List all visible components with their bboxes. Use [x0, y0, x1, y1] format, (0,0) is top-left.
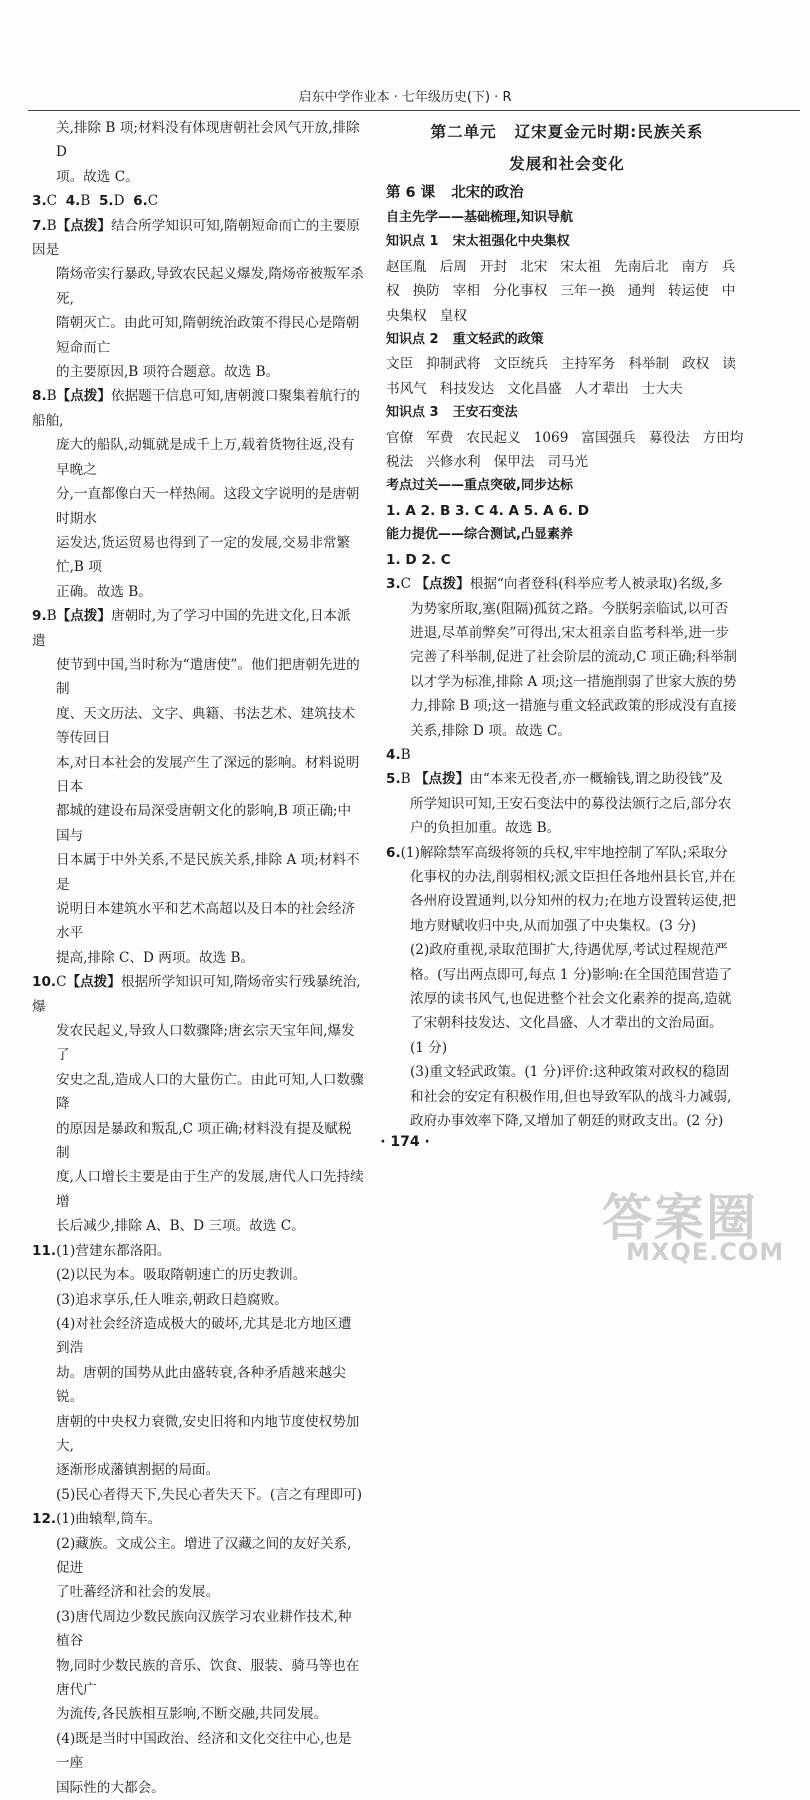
unit-title-line1: 辽宋夏金元时期:民族关系	[514, 123, 704, 141]
question-8	[32, 384, 364, 604]
term: 文化昌盛	[507, 380, 562, 397]
q5-answer: D	[113, 193, 125, 210]
rq3-line: 关系,排除 D 项。故选 C。	[410, 722, 571, 739]
question-7	[32, 214, 364, 385]
rq4-answer: B	[400, 746, 411, 763]
q11-part: 劫。唐朝的国势从此由盛转衰,各种矛盾越来越尖锐。	[56, 1364, 346, 1406]
term: 农民起义	[466, 429, 521, 446]
q10-line: 根据所学知识可知,隋炀帝实行残暴统治,爆	[32, 974, 361, 1015]
rq3-line: 进退,尽革前弊矣”可得出,宋太祖亲自监考科举,进一步	[410, 624, 729, 641]
unit-label: 第二单元	[430, 123, 497, 141]
q8-answer: B	[46, 388, 57, 405]
q11-part: 逐渐形成藩镇割据的局面。	[56, 1462, 220, 1479]
q12-part: 国际性的大都会。	[56, 1779, 165, 1796]
q9-line: 度、天文历法、文字、典籍、书法艺术、建筑技术等传回日	[56, 705, 356, 747]
continuation-line: 关,排除 B 项;材料没有体现唐朝社会风气开放,排除 D	[56, 120, 360, 161]
q12-part: 为流传,各民族相互影响,不断交融,共同发展。	[56, 1706, 328, 1723]
term: 司马光	[547, 454, 589, 471]
rq6-part: (1 分)	[410, 1039, 448, 1056]
q8-number: 8.	[32, 388, 47, 405]
rq3-number: 3.	[386, 576, 401, 593]
kp3-title: 王安石变法	[452, 405, 518, 421]
question-10	[32, 970, 364, 1238]
term: 募役法	[648, 429, 690, 446]
kp3-terms	[386, 426, 748, 475]
term: 富国强兵	[581, 429, 636, 446]
header-rule	[28, 110, 800, 111]
watermark-url: MXQE.COM	[626, 1238, 785, 1266]
rq3-line: 力,排除 B 项;这一措施与重文轻武政策的形成没有直接	[410, 698, 737, 715]
rq6-part: (2)政府重视,录取范围扩大,待遇优厚,考试过程规范严	[410, 942, 728, 959]
term: 兴修水利	[426, 454, 481, 471]
q8-line: 运发达,货运贸易也得到了一定的发展,交易非常繁忙,B 项	[56, 534, 351, 576]
term: 读书风气	[386, 356, 736, 397]
rq6-part: 了宋朝科技发达、文化昌盛、人才辈出的文治局面。	[410, 1015, 723, 1032]
q12-part: (4)既是当时中国政治、经济和文化交往中心,也是一座	[56, 1730, 352, 1772]
term: 官僚	[386, 429, 414, 446]
knowledge-point-3	[386, 401, 748, 425]
q7-answer: B	[46, 217, 57, 234]
q9-line: 使节到中国,当时称为“遣唐使”。他们把唐朝先进的制	[56, 656, 360, 698]
rq3-tip-label: 【点拨】	[415, 576, 470, 593]
term: 军费	[426, 429, 454, 446]
rq5-number: 5.	[386, 771, 401, 788]
rq6-part: (3)重文轻武政策。(1 分)评价:这种政策对政权的稳固	[410, 1064, 730, 1081]
term: 科举制	[628, 356, 670, 373]
watermark-text: 答案圈	[602, 1189, 758, 1247]
unit-title	[386, 116, 748, 180]
rq6-part: 格。(写出两点即可,每点 1 分)影响:在全国范围营造了	[410, 966, 733, 983]
term: 换防	[412, 283, 440, 300]
unit-title-line2: 发展和社会变化	[509, 155, 625, 173]
rq5-line: 户的负担加重。故选 B。	[410, 820, 561, 837]
page-number: · 174 ·	[380, 1134, 430, 1150]
q10-number: 10.	[32, 974, 57, 991]
rq6-part: 浓厚的读书风气,也促进整个社会文化素养的提高,造就	[410, 991, 732, 1007]
kp1-title: 宋太祖强化中央集权	[452, 234, 570, 250]
rq3-line: 为势家所取,塞(阻隔)孤贫之路。今朕躬亲临试,以可否	[410, 600, 729, 617]
right-question-5	[386, 767, 748, 840]
rq3-line: 完善了科举制,促进了社会阶层的流动,C 项正确;科举制	[410, 649, 738, 666]
q7-tip-label: 【点拨】	[56, 217, 111, 234]
lesson-name: 北宋的政治	[451, 185, 524, 201]
answer-row: 1. D 2. C	[386, 551, 451, 568]
q11-part: 唐朝的中央权力衰微,安史旧将和内地节度使权势加大,	[56, 1413, 360, 1454]
term: 北宋	[520, 258, 548, 275]
rq5-tip-label: 【点拨】	[414, 771, 470, 788]
q9-answer: B	[46, 608, 57, 625]
q6-number: 6.	[133, 193, 148, 210]
kp3-label: 知识点 3	[386, 405, 439, 421]
rq3-line: 以才学为标准,排除 A 项;这一措施削弱了世家大族的势	[410, 673, 737, 690]
term: 文臣统兵	[493, 356, 548, 373]
rq6-part: 和社会的安定有积极作用,但也导致军队的战斗力减弱,	[410, 1088, 732, 1105]
q9-number: 9.	[32, 608, 47, 625]
question-9	[32, 604, 364, 970]
q12-part: 物,同时少数民族的音乐、饮食、服装、骑马等也在唐代广	[56, 1657, 360, 1698]
term: 后周	[439, 258, 467, 275]
knowledge-point-2	[386, 328, 748, 352]
rq5-answer: B	[400, 771, 411, 788]
q10-line: 长后减少,排除 A、B、D 三项。故选 C。	[56, 1218, 305, 1235]
section-heading: 自主先学——基础梳理,知识导航	[386, 210, 573, 225]
q8-tip-label: 【点拨】	[56, 388, 111, 405]
rq6-part: 化事权的办法,削弱相权;派文臣担任各地州县长官,并在	[410, 868, 736, 885]
q12-part: (2)藏族。文成公主。增进了汉藏之间的友好关系,促进	[56, 1535, 352, 1576]
term: 分化事权	[492, 283, 548, 300]
q8-line: 正确。故选 B。	[56, 583, 152, 600]
rq6-number: 6.	[386, 844, 401, 861]
q11-part: (1)营建东都洛阳。	[56, 1242, 171, 1259]
q10-line: 度,人口增长主要是由于生产的发展,唐代人口先持续增	[56, 1169, 364, 1210]
term: 宰相	[452, 283, 480, 300]
q9-tip-label: 【点拨】	[56, 608, 111, 625]
q3-answer: C	[46, 193, 58, 210]
term: 赵匡胤	[386, 258, 427, 275]
term: 宋太祖	[560, 258, 602, 275]
term: 南方	[681, 258, 709, 275]
term: 通判	[627, 283, 655, 300]
rq5-line: 所学知识可知,王安石变法中的募役法颁行之后,部分农	[410, 795, 732, 812]
header-title: 启东中学作业本 · 七年级历史(下) · R	[298, 90, 512, 105]
right-question-4	[386, 743, 748, 767]
q8-line: 庞大的船队,动辄就是成千上万,载着货物往返,没有早晚之	[56, 437, 355, 478]
rq6-part: 政府办事效率下降,又增加了朝廷的财政支出。(2 分)	[410, 1113, 724, 1130]
q8-line: 依据题干信息可知,唐朝渡口聚集着航行的船舶,	[32, 388, 361, 429]
q9-line: 都城的建设布局深受唐朝文化的影响,B 项正确;中国与	[56, 803, 352, 844]
kp1-label: 知识点 1	[386, 234, 439, 250]
left-column	[32, 116, 364, 1800]
kp2-title: 重文轻武的政策	[452, 332, 544, 348]
q9-line: 本,对日本社会的发展产生了深远的影响。材料说明日本	[56, 754, 360, 795]
q10-line: 安史之乱,造成人口的大量伤亡。由此可知,人口数骤降	[56, 1071, 364, 1113]
q6-answer: C	[147, 193, 159, 210]
right-question-6	[386, 841, 748, 1134]
q12-part: 了吐蕃经济和社会的发展。	[56, 1584, 220, 1601]
kp1-terms	[386, 255, 748, 328]
term: 人才辈出	[574, 380, 629, 397]
question-12	[32, 1507, 364, 1800]
knowledge-point-1	[386, 230, 748, 254]
q4-number: 4.	[65, 193, 81, 210]
q9-line: 提高,排除 C、D 两项。故选 B。	[56, 949, 255, 966]
term: 1069	[533, 429, 569, 446]
section-heading: 能力提优——综合测试,凸显素养	[386, 527, 573, 543]
q4-answer: B	[80, 193, 91, 210]
watermark-logo	[596, 1190, 796, 1274]
q5-number: 5.	[98, 193, 114, 210]
rq6-part: 地方财赋收归中央,从而加强了中央集权。(3 分)	[410, 917, 697, 934]
q10-tip-label: 【点拨】	[66, 974, 121, 991]
lesson-label: 第 6 课	[386, 185, 436, 201]
kp2-terms	[386, 352, 748, 401]
answers-3-6	[32, 189, 364, 213]
term: 方田均税法	[386, 429, 744, 471]
term: 皇权	[439, 307, 467, 324]
q7-line: 结合所学知识可知,隋朝短命而亡的主要原因是	[32, 217, 361, 259]
term: 开封	[479, 258, 508, 275]
q11-part: (2)以民为本。吸取隋朝速亡的历史教训。	[56, 1267, 307, 1284]
q10-answer: C	[56, 974, 67, 991]
q11-part: (3)追求享乐,任人唯亲,朝政日趋腐败。	[56, 1291, 288, 1308]
term: 转运使	[667, 283, 709, 300]
term: 三年一换	[560, 283, 615, 300]
q12-part: (1)曲辕犁,筒车。	[56, 1511, 162, 1528]
rq3-answer: C	[400, 576, 412, 593]
term: 主持军务	[560, 356, 616, 373]
q12-part: (3)唐代周边少数民族向汉族学习农业耕作技术,种植谷	[56, 1608, 352, 1650]
lesson-title	[386, 180, 748, 206]
q8-line: 分,一直都像白天一样热闹。这段文字说明的是唐朝时期水	[56, 486, 360, 527]
q9-line: 唐朝时,为了学习中国的先进文化,日本派遣	[32, 608, 351, 649]
q9-line: 说明日本建筑水平和艺术高超以及日本的社会经济水平	[56, 901, 356, 942]
term: 兵权	[386, 258, 736, 300]
rq6-part: (1)解除禁军高级将领的兵权,牢牢地控制了军队;采取分	[400, 844, 728, 861]
q7-line: 隋炀帝实行暴政,导致农民起义爆发,隋炀帝被叛军杀死,	[56, 266, 364, 307]
term: 保甲法	[493, 454, 535, 471]
kp2-label: 知识点 2	[386, 332, 439, 348]
q3-number: 3.	[32, 193, 47, 210]
q11-part: (5)民心者得天下,失民心者失天下。(言之有理即可)	[56, 1486, 363, 1503]
right-question-3	[386, 572, 748, 743]
term: 先南后北	[614, 258, 669, 275]
term: 科技发达	[439, 380, 495, 397]
term: 抑制武将	[426, 356, 481, 373]
question-11	[32, 1239, 364, 1507]
section-heading: 考点过关——重点突破,同步达标	[386, 478, 573, 494]
q9-line: 日本属于中外关系,不是民族关系,排除 A 项;材料不是	[56, 852, 360, 893]
rq3-line: 根据“向者登科(科举应考人被录取)名级,多	[469, 576, 723, 593]
answer-row: 1. A 2. B 3. C 4. A 5. A 6. D	[386, 502, 589, 519]
term: 中央集权	[386, 283, 736, 324]
right-column	[386, 116, 748, 1133]
q10-line: 的原因是暴政和叛乱,C 项正确;材料没有提及赋税制	[56, 1120, 352, 1162]
term: 文臣	[386, 356, 414, 373]
q10-line: 发农民起义,导致人口数骤降;唐玄宗天宝年间,爆发了	[56, 1023, 355, 1064]
rq4-number: 4.	[386, 746, 401, 763]
term: 政权	[682, 356, 710, 373]
q12-number: 12.	[32, 1511, 57, 1528]
continuation-line: 项。故选 C。	[56, 168, 139, 185]
q11-part: (4)对社会经济造成极大的破坏,尤其是北方地区遭到浩	[56, 1315, 352, 1357]
q7-line: 隋朝灭亡。由此可知,隋朝统治政策不得民心是隋朝短命而亡	[56, 315, 360, 356]
q7-number: 7.	[32, 217, 47, 234]
q11-number: 11.	[32, 1242, 57, 1259]
q7-line: 的主要原因,B 项符合题意。故选 B。	[56, 364, 280, 381]
rq5-line: 由“本来无役者,亦一概输钱,谓之助役钱”及	[469, 771, 723, 788]
term: 士大夫	[641, 380, 683, 397]
rq6-part: 各州府设置通判,以分知州的权力;在地方设置转运使,把	[410, 893, 736, 910]
